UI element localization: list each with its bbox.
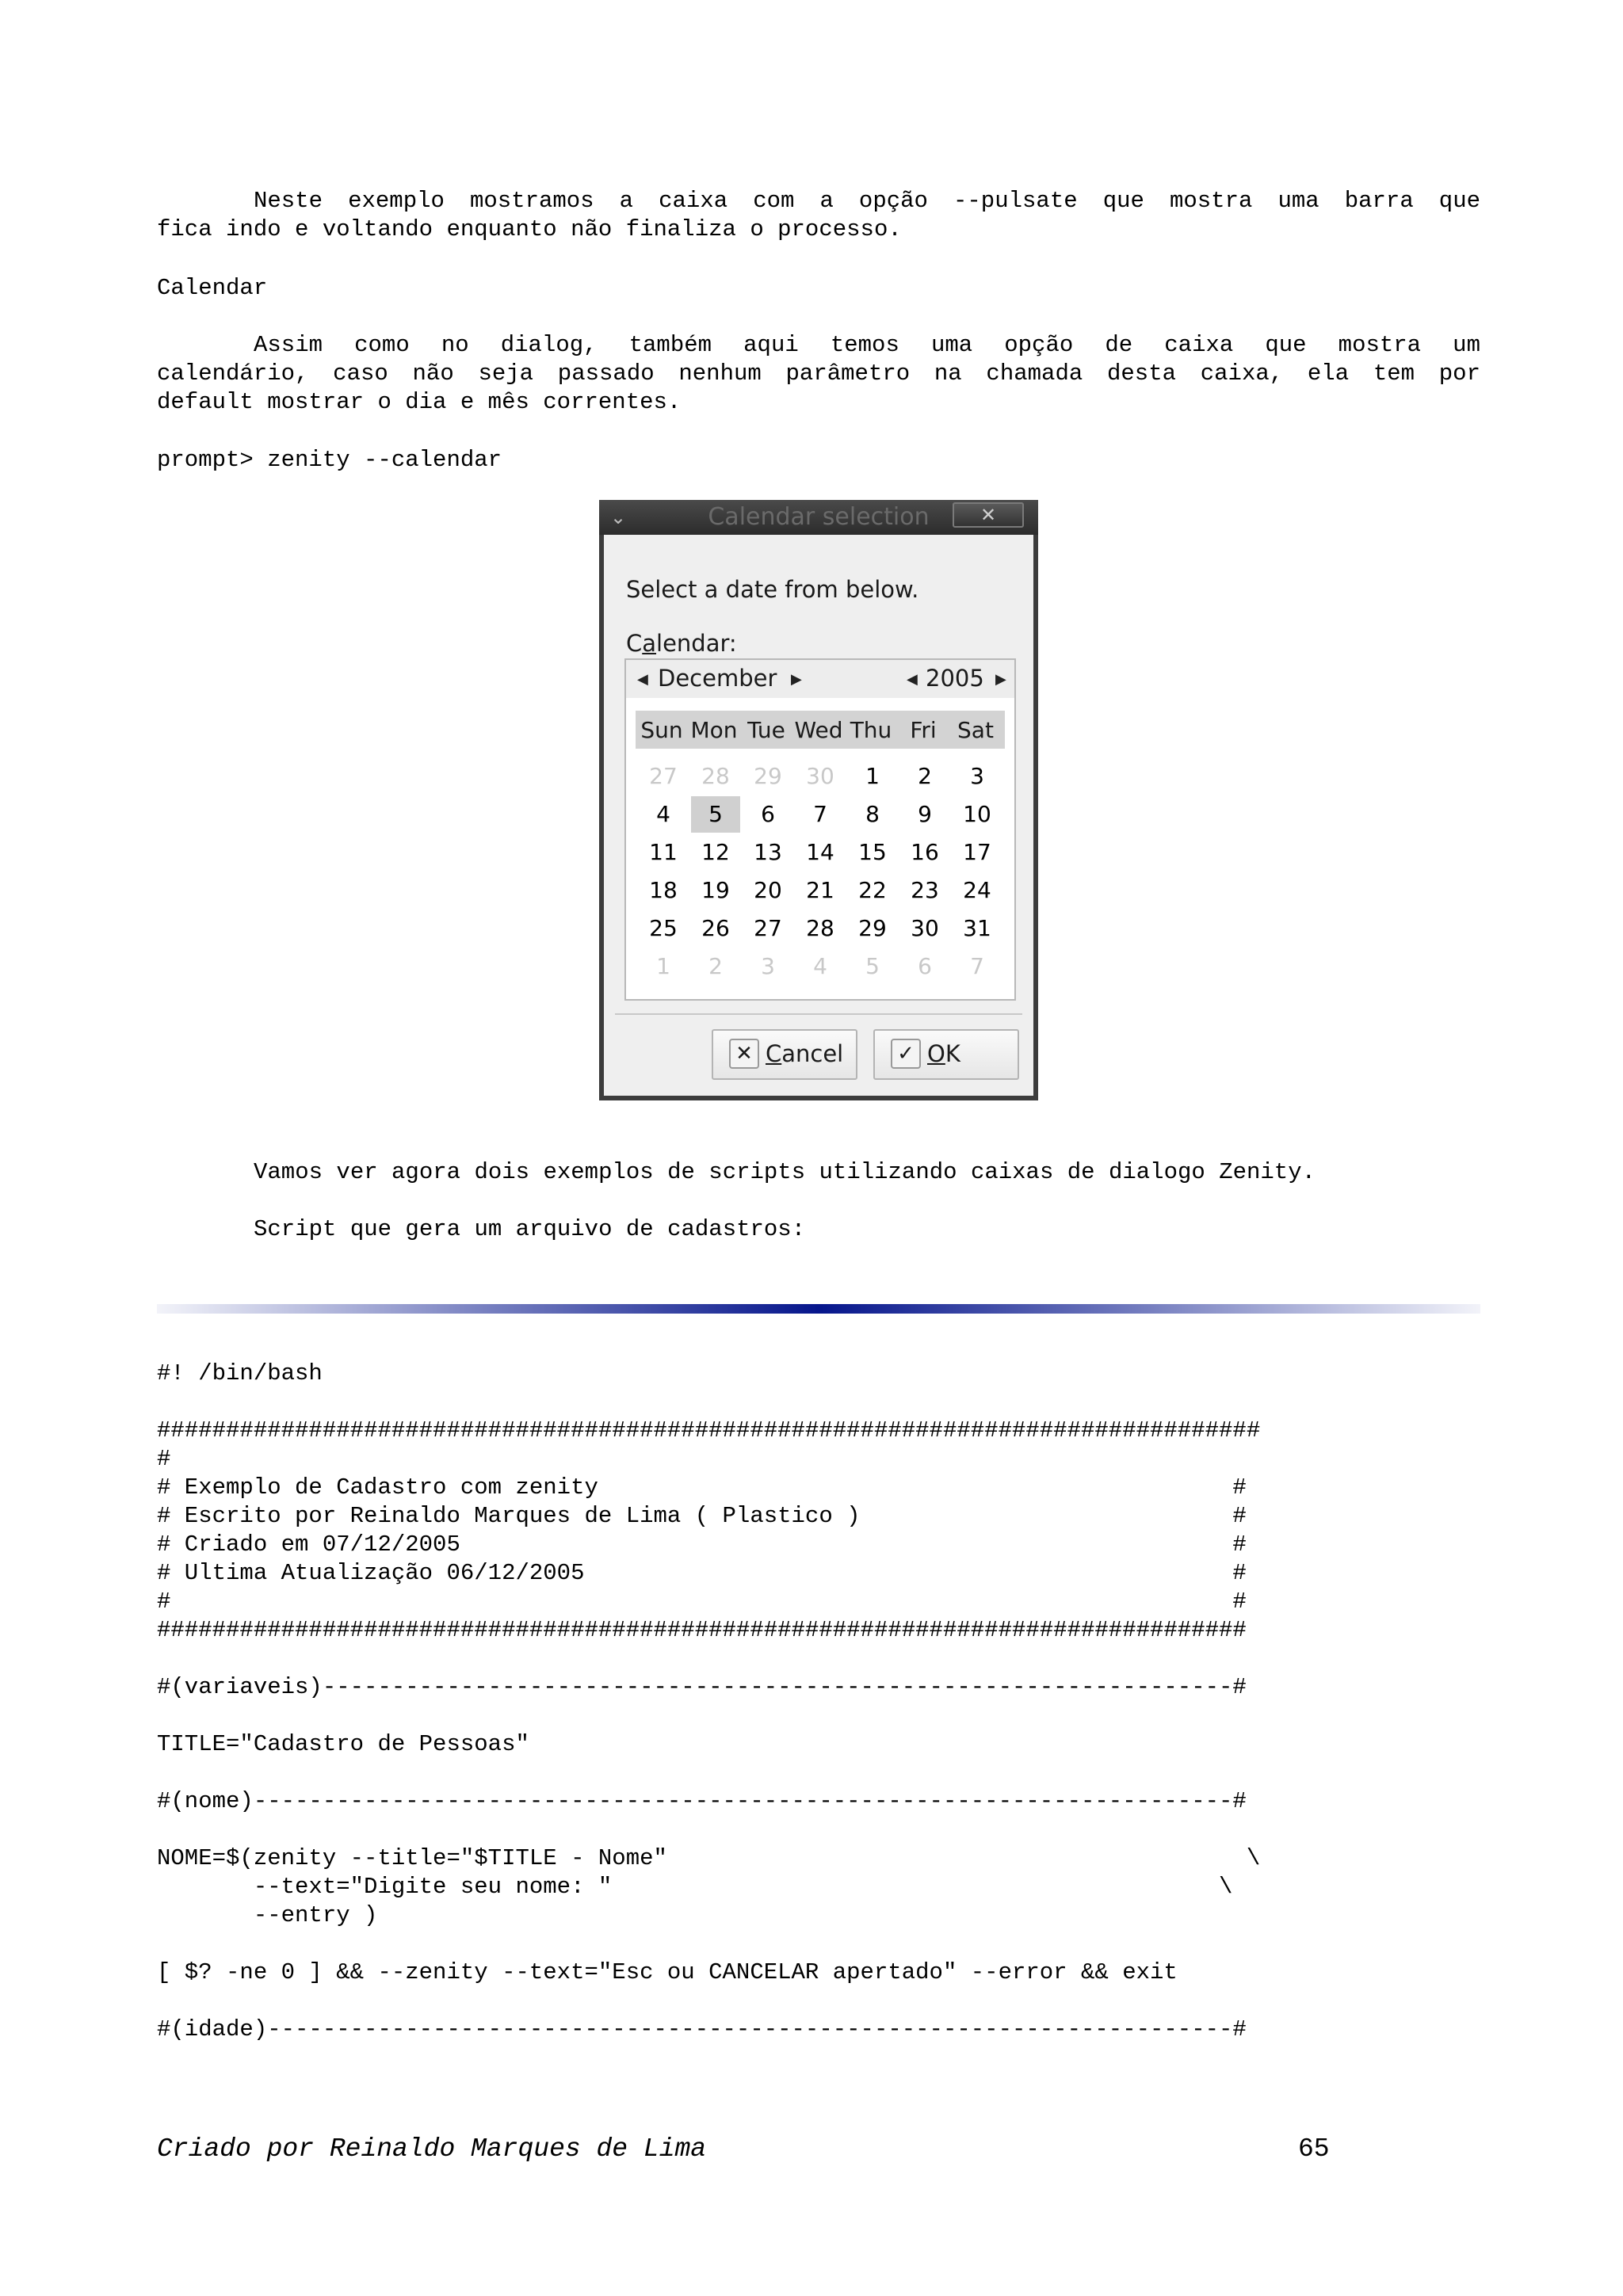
code-line: ############################################################################### xyxy=(157,1617,1247,1643)
calendar-day[interactable]: 27 xyxy=(649,763,678,789)
code-line: NOME=$(zenity --title="$TITLE - Nome" \ xyxy=(157,1845,1261,1871)
cancel-button[interactable] xyxy=(712,1029,857,1080)
calendar-day[interactable]: 10 xyxy=(963,801,991,827)
code-line: [ $? -ne 0 ] && --zenity --text="Esc ou CANCELAR apertado" --error && exit xyxy=(157,1959,1178,1985)
calendar-label: Calendar: xyxy=(626,630,737,657)
calendar-day[interactable]: 12 xyxy=(701,839,730,865)
code-line: #(nome)-----------------------------------------------------------------------# xyxy=(157,1788,1247,1814)
ok-button[interactable] xyxy=(873,1029,1019,1080)
calendar-day[interactable]: 3 xyxy=(761,953,775,979)
code-line: #(idade)----------------------------------------------------------------------# xyxy=(157,2016,1247,2042)
weekday-label: Fri xyxy=(910,717,937,743)
intro-line-1: Neste exemplo mostramos a caixa com a opção --pulsate que mostra uma barra que xyxy=(254,188,1480,214)
calendar-day[interactable]: 4 xyxy=(813,953,827,979)
month-prev-icon[interactable]: ◀ xyxy=(637,671,648,688)
calendar-day[interactable]: 31 xyxy=(963,915,991,941)
dialog-separator xyxy=(615,1013,1022,1015)
calendar-widget xyxy=(624,658,1016,1001)
year-next-icon[interactable]: ▶ xyxy=(995,671,1006,688)
calendar-day[interactable]: 2 xyxy=(918,763,932,789)
calendar-day[interactable]: 5 xyxy=(865,953,880,979)
calendar-day[interactable]: 27 xyxy=(754,915,782,941)
calendar-day[interactable]: 13 xyxy=(754,839,782,865)
code-line: --entry ) xyxy=(157,1902,378,1928)
calendar-dialog xyxy=(599,500,1038,1100)
weekday-label: Sun xyxy=(640,717,683,743)
calendar-day[interactable]: 1 xyxy=(656,953,670,979)
code-line: # xyxy=(157,1446,171,1472)
calendar-day[interactable]: 14 xyxy=(806,839,834,865)
calendar-day[interactable]: 8 xyxy=(865,801,880,827)
intro-paragraph xyxy=(157,187,1480,244)
code-line: # Escrito por Reinaldo Marques de Lima ( Plastico ) # xyxy=(157,1503,1247,1529)
check-icon: ✓ xyxy=(891,1039,921,1069)
calendar-day[interactable]: 7 xyxy=(970,953,984,979)
prompt-line: prompt> zenity --calendar xyxy=(157,447,502,473)
close-icon: ✕ xyxy=(729,1039,759,1069)
code-line: ################################################################################ xyxy=(157,1417,1261,1444)
weekday-label: Tue xyxy=(747,717,785,743)
calendar-day[interactable]: 28 xyxy=(806,915,834,941)
calendar-day[interactable]: 19 xyxy=(701,877,730,903)
after-line-2: Script que gera um arquivo de cadastros: xyxy=(254,1216,806,1242)
calendar-day[interactable]: 6 xyxy=(761,801,775,827)
dialog-title: Calendar selection xyxy=(708,503,930,531)
code-line: #! /bin/bash xyxy=(157,1360,323,1386)
code-line: #(variaveis)------------------------------------------------------------------# xyxy=(157,1674,1247,1700)
calendar-day[interactable]: 17 xyxy=(963,839,991,865)
code-line: # Criado em 07/12/2005 # xyxy=(157,1531,1247,1558)
intro-line-2: fica indo e voltando enquanto não finaliza o processo. xyxy=(157,216,902,242)
year-prev-icon[interactable]: ◀ xyxy=(907,671,918,688)
dialog-instruction: Select a date from below. xyxy=(626,576,919,603)
code-line: # Ultima Atualização 06/12/2005 # xyxy=(157,1560,1247,1586)
weekday-label: Thu xyxy=(850,717,892,743)
weekday-label: Mon xyxy=(690,717,738,743)
dialog-titlebar xyxy=(599,500,1038,535)
calendar-day[interactable]: 15 xyxy=(858,839,887,865)
calendar-day[interactable]: 6 xyxy=(918,953,932,979)
weekday-label: Wed xyxy=(794,717,843,743)
code-line: TITLE="Cadastro de Pessoas" xyxy=(157,1731,529,1757)
calendar-line-2: calendário, caso não seja passado nenhum parâmetro na chamada desta caixa, ela tem por xyxy=(157,360,1480,387)
calendar-day[interactable]: 1 xyxy=(865,763,880,789)
calendar-day[interactable]: 2 xyxy=(708,953,723,979)
calendar-day[interactable]: 30 xyxy=(911,915,939,941)
calendar-day[interactable]: 29 xyxy=(858,915,887,941)
calendar-day[interactable]: 26 xyxy=(701,915,730,941)
month-value: December xyxy=(658,665,777,692)
footer-page-number: 65 xyxy=(1298,2134,1330,2164)
calendar-day[interactable]: 3 xyxy=(970,763,984,789)
calendar-day[interactable]: 23 xyxy=(911,877,939,903)
calendar-day[interactable]: 5 xyxy=(691,796,740,833)
calendar-day[interactable]: 9 xyxy=(918,801,932,827)
section-title: Calendar xyxy=(157,275,268,301)
calendar-day[interactable]: 24 xyxy=(963,877,991,903)
calendar-paragraph xyxy=(157,331,1480,417)
calendar-day[interactable]: 7 xyxy=(813,801,827,827)
after-line-1: Vamos ver agora dois exemplos de scripts utilizando caixas de dialogo Zenity. xyxy=(254,1159,1316,1185)
calendar-header xyxy=(626,660,1014,698)
calendar-day[interactable]: 4 xyxy=(656,801,670,827)
dialog-body xyxy=(604,535,1033,1096)
weekday-label: Sat xyxy=(957,717,994,743)
calendar-day[interactable]: 22 xyxy=(858,877,887,903)
calendar-day[interactable]: 11 xyxy=(649,839,678,865)
ok-label: OK xyxy=(927,1040,960,1067)
cancel-label: Cancel xyxy=(766,1040,844,1067)
chevron-down-icon[interactable]: ⌄ xyxy=(610,506,627,528)
calendar-day[interactable]: 20 xyxy=(754,877,782,903)
calendar-line-1: Assim como no dialog, também aqui temos uma opção de caixa que mostra um xyxy=(254,332,1480,358)
code-line: --text="Digite seu nome: " \ xyxy=(157,1874,1233,1900)
calendar-day[interactable]: 29 xyxy=(754,763,782,789)
year-value: 2005 xyxy=(926,665,984,692)
calendar-day[interactable]: 28 xyxy=(701,763,730,789)
code-line: # Exemplo de Cadastro com zenity # xyxy=(157,1474,1247,1501)
calendar-day[interactable]: 30 xyxy=(806,763,834,789)
calendar-day[interactable]: 16 xyxy=(911,839,939,865)
calendar-day[interactable]: 18 xyxy=(649,877,678,903)
month-next-icon[interactable]: ▶ xyxy=(791,671,802,688)
footer-author: Criado por Reinaldo Marques de Lima xyxy=(157,2134,707,2164)
calendar-line-3: default mostrar o dia e mês correntes. xyxy=(157,389,682,415)
code-line: # # xyxy=(157,1589,1247,1615)
calendar-day[interactable]: 21 xyxy=(806,877,834,903)
close-button[interactable]: ✕ xyxy=(953,502,1024,528)
horizontal-rule xyxy=(157,1304,1480,1314)
calendar-day[interactable]: 25 xyxy=(649,915,678,941)
weekday-header xyxy=(636,711,1005,749)
